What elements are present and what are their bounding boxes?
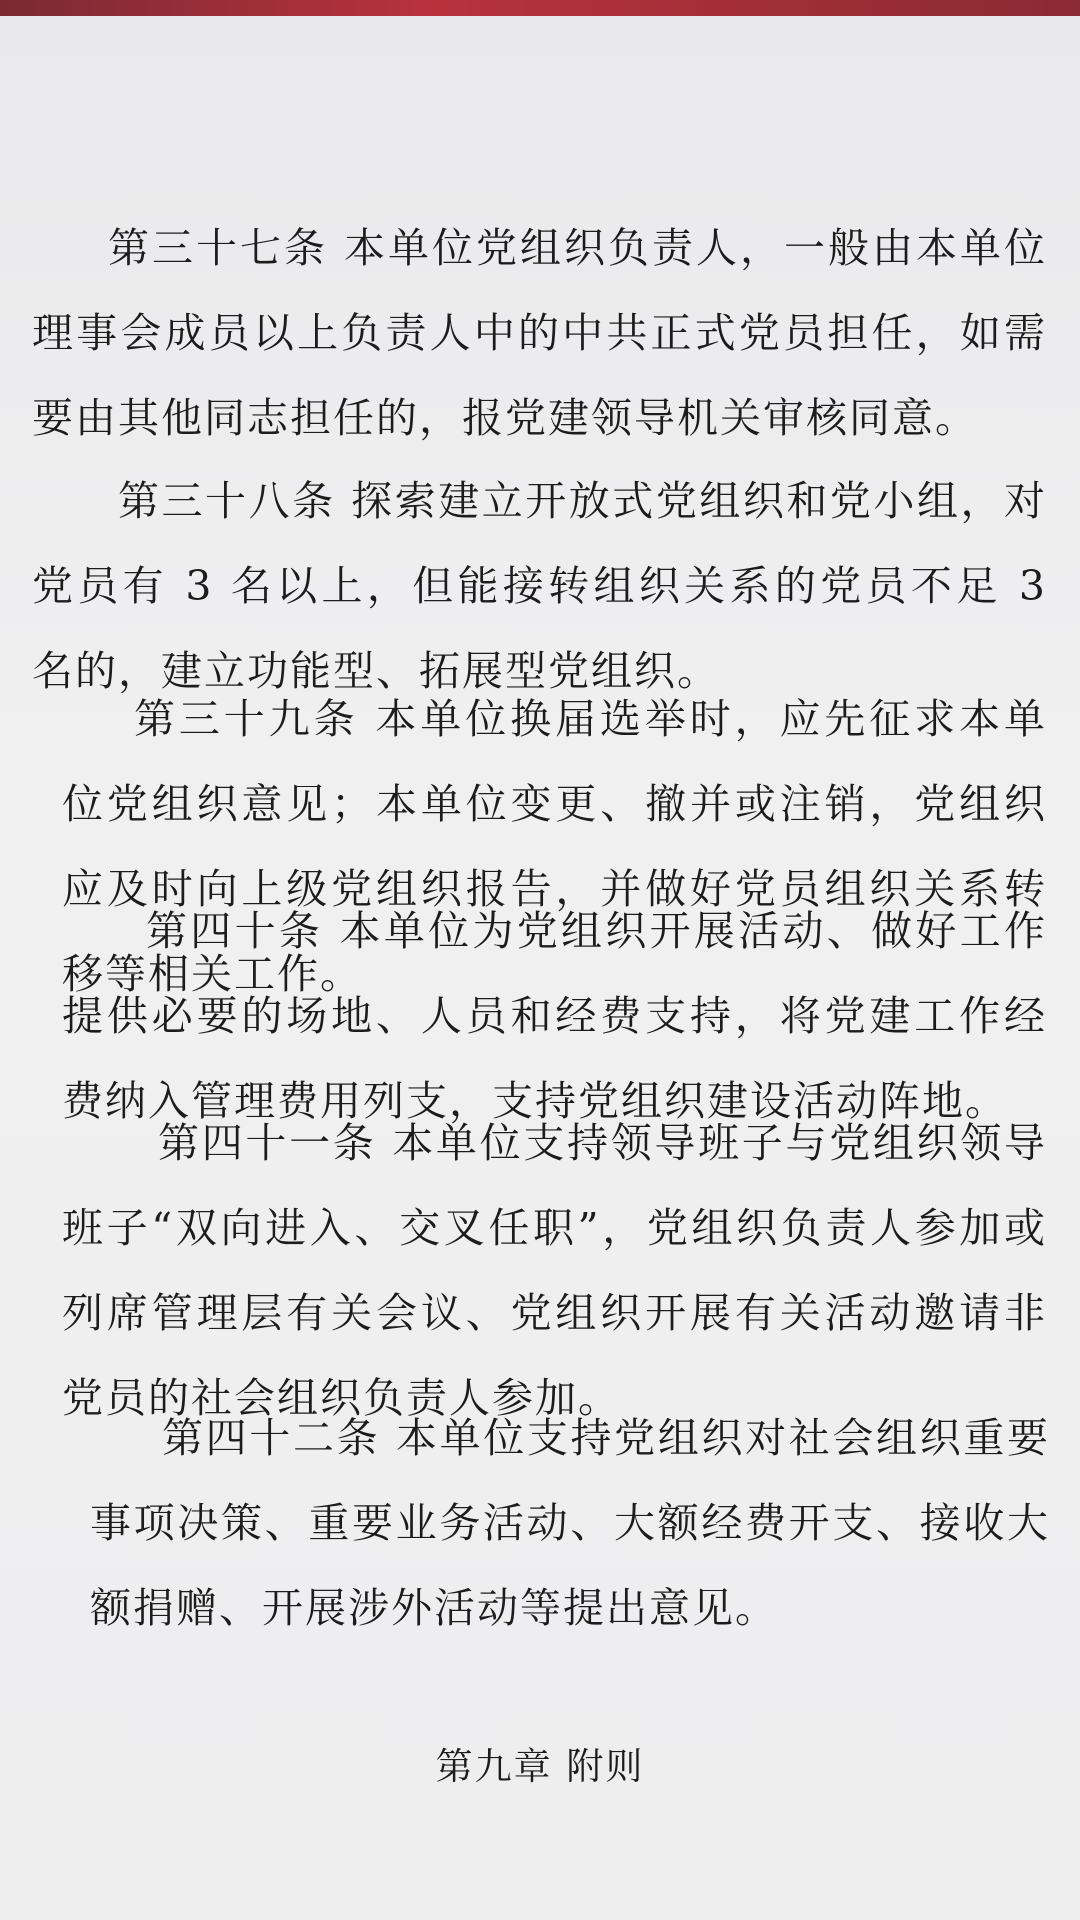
- article-37: 第三十七条 本单位党组织负责人，一般由本单位理事会成员以上负责人中的中共正式党员担任，如需要由其他同志担任的，报党建领导机关审核同意。: [32, 224, 1047, 442]
- article-38: 第三十八条 探索建立开放式党组织和党小组，对党员有 3 名以上，但能接转组织关系的党员不足 3 名的，建立功能型、拓展型党组织。: [32, 477, 1047, 695]
- page-top-edge: [0, 0, 1080, 16]
- article-40: 第四十条 本单位为党组织开展活动、做好工作提供必要的场地、人员和经费支持，将党建工作经费纳入管理费用列支，支持党组织建设活动阵地。: [62, 907, 1047, 1125]
- article-39: 第三十九条 本单位换届选举时，应先征求本单位党组织意见；本单位变更、撤并或注销，党组织应及时向上级党组织报告，并做好党员组织关系转移等相关工作。: [62, 695, 1047, 998]
- article-41: 第四十一条 本单位支持领导班子与党组织领导班子“双向进入、交叉任职”，党组织负责人参加或列席管理层有关会议、党组织开展有关活动邀请非党员的社会组织负责人参加。: [62, 1119, 1047, 1422]
- article-42: 第四十二条 本单位支持党组织对社会组织重要事项决策、重要业务活动、大额经费开支、接收大额捐赠、开展涉外活动等提出意见。: [90, 1414, 1050, 1632]
- chapter-heading: 第九章 附则: [435, 1745, 645, 1788]
- document-page: [0, 16, 1080, 1920]
